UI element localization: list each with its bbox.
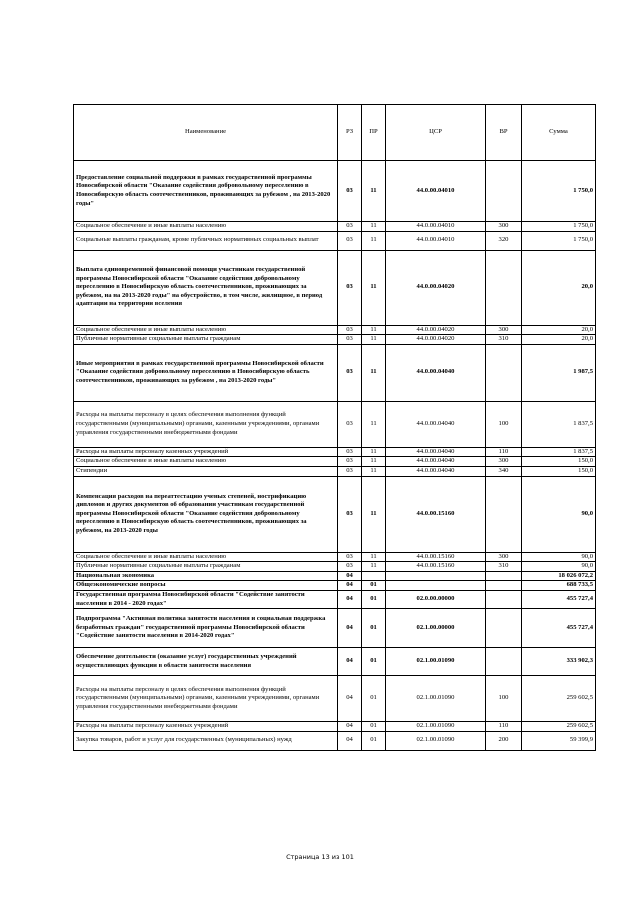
table-row — [74, 161, 596, 222]
cell-pr: 01 — [362, 581, 386, 591]
cell-name: Социальное обеспечение и иные выплаты населению — [74, 222, 338, 232]
cell-sum: 90,0 — [522, 562, 596, 572]
cell-rz: 03 — [338, 562, 362, 572]
cell-rz: 03 — [338, 161, 362, 222]
cell-name: Закупка товаров, работ и услуг для государственных (муниципальных) нужд — [74, 731, 338, 750]
cell-vr: 300 — [486, 457, 522, 467]
table-row — [74, 609, 596, 648]
cell-pr: 11 — [362, 161, 386, 222]
cell-name: Публичные нормативные социальные выплаты гражданам — [74, 562, 338, 572]
table-row — [74, 325, 596, 335]
table-row — [74, 571, 596, 581]
table-row — [74, 590, 596, 608]
table-row — [74, 676, 596, 722]
cell-sum: 1 750,0 — [522, 231, 596, 250]
table-row — [74, 722, 596, 732]
cell-csr: 02.1.00.01090 — [386, 648, 486, 676]
cell-name: Предоставление социальной поддержки в рамках государственной программы Новосибирской области "Оказание содействия добровольному переселению в Новосибирскую область соотечественников, проживающих за рубежом , на 2013-2020 годы" — [74, 161, 338, 222]
cell-name: Национальная экономика — [74, 571, 338, 581]
cell-rz: 04 — [338, 731, 362, 750]
cell-rz: 04 — [338, 571, 362, 581]
cell-pr: 11 — [362, 250, 386, 325]
cell-name: Социальное обеспечение и иные выплаты населению — [74, 552, 338, 562]
cell-name: Социальное обеспечение и иные выплаты населению — [74, 457, 338, 467]
cell-rz: 03 — [338, 476, 362, 552]
cell-sum: 90,0 — [522, 552, 596, 562]
table-row — [74, 250, 596, 325]
cell-name: Общеэкономические вопросы — [74, 581, 338, 591]
cell-vr: 300 — [486, 222, 522, 232]
cell-sum: 90,0 — [522, 476, 596, 552]
cell-name: Социальное обеспечение и иные выплаты населению — [74, 325, 338, 335]
cell-pr: 11 — [362, 222, 386, 232]
cell-csr: 44.0.00.04010 — [386, 231, 486, 250]
cell-csr: 44.0.00.04040 — [386, 466, 486, 476]
header-csr: ЦСР — [386, 105, 486, 161]
table-row — [74, 401, 596, 447]
cell-vr: 340 — [486, 466, 522, 476]
cell-pr: 01 — [362, 648, 386, 676]
header-pr: ПР — [362, 105, 386, 161]
cell-csr: 02.0.00.00000 — [386, 590, 486, 608]
cell-sum: 1 750,0 — [522, 161, 596, 222]
cell-rz: 03 — [338, 344, 362, 401]
cell-vr: 320 — [486, 231, 522, 250]
table-row — [74, 335, 596, 345]
cell-sum: 455 727,4 — [522, 590, 596, 608]
table-row — [74, 731, 596, 750]
cell-rz: 03 — [338, 466, 362, 476]
cell-vr — [486, 581, 522, 591]
cell-sum: 20,0 — [522, 335, 596, 345]
cell-pr: 01 — [362, 722, 386, 732]
cell-sum: 20,0 — [522, 250, 596, 325]
cell-name: Государственная программа Новосибирской области "Содействие занятости населения в 2014 - 2020 годах" — [74, 590, 338, 608]
cell-rz: 03 — [338, 325, 362, 335]
cell-name: Расходы на выплаты персоналу казенных учреждений — [74, 722, 338, 732]
cell-rz: 04 — [338, 609, 362, 648]
header-sum: Сумма — [522, 105, 596, 161]
cell-name: Компенсация расходов на переаттестацию ученых степеней, нострификацию дипломов и других документов об образовании участникам государственной программы Новосибирской области "Оказание содействия добровольному переселению в Новосибирскую область соотечественников, проживающих за рубежом, на 2013-2020 годы — [74, 476, 338, 552]
cell-sum: 688 733,5 — [522, 581, 596, 591]
cell-csr: 44.0.00.04040 — [386, 344, 486, 401]
cell-sum: 259 602,5 — [522, 722, 596, 732]
cell-csr: 44.0.00.15160 — [386, 476, 486, 552]
cell-csr: 44.0.00.04020 — [386, 250, 486, 325]
cell-pr: 11 — [362, 335, 386, 345]
table-row — [74, 344, 596, 401]
cell-sum: 333 902,3 — [522, 648, 596, 676]
cell-vr — [486, 344, 522, 401]
cell-vr — [486, 571, 522, 581]
table-body — [74, 161, 596, 751]
table-row — [74, 581, 596, 591]
cell-pr: 11 — [362, 447, 386, 457]
cell-rz: 04 — [338, 590, 362, 608]
table-row — [74, 457, 596, 467]
cell-sum: 150,0 — [522, 466, 596, 476]
budget-table — [73, 104, 596, 751]
cell-vr: 100 — [486, 676, 522, 722]
header-row — [74, 105, 596, 161]
cell-vr: 300 — [486, 325, 522, 335]
cell-name: Расходы на выплаты персоналу в целях обеспечения выполнения функций государственными (муниципальными) органами, казенными учреждениями, органами управления государственными внебюджетными фондами — [74, 401, 338, 447]
cell-pr: 01 — [362, 676, 386, 722]
cell-pr: 11 — [362, 325, 386, 335]
cell-name: Публичные нормативные социальные выплаты гражданам — [74, 335, 338, 345]
table-row — [74, 447, 596, 457]
cell-pr: 11 — [362, 231, 386, 250]
cell-rz: 03 — [338, 447, 362, 457]
cell-vr: 200 — [486, 731, 522, 750]
cell-pr: 01 — [362, 590, 386, 608]
cell-vr — [486, 250, 522, 325]
table-row — [74, 562, 596, 572]
cell-csr: 44.0.00.04010 — [386, 222, 486, 232]
cell-sum: 455 727,4 — [522, 609, 596, 648]
cell-csr: 44.0.00.04040 — [386, 447, 486, 457]
cell-rz: 03 — [338, 401, 362, 447]
cell-vr: 310 — [486, 335, 522, 345]
cell-csr — [386, 581, 486, 591]
cell-sum: 18 026 072,2 — [522, 571, 596, 581]
table-row — [74, 466, 596, 476]
cell-csr: 02.1.00.01090 — [386, 731, 486, 750]
cell-csr: 44.0.00.04020 — [386, 335, 486, 345]
cell-csr: 02.1.00.00000 — [386, 609, 486, 648]
cell-name: Обеспечение деятельности (оказание услуг) государственных учреждений осуществляющих функции в области занятости населения — [74, 648, 338, 676]
page-number: Страница 13 из 101 — [286, 853, 354, 861]
cell-csr: 44.0.00.04040 — [386, 457, 486, 467]
cell-rz: 04 — [338, 581, 362, 591]
cell-csr: 44.0.00.15160 — [386, 552, 486, 562]
cell-vr: 110 — [486, 722, 522, 732]
cell-rz: 03 — [338, 335, 362, 345]
cell-pr: 11 — [362, 344, 386, 401]
cell-pr: 11 — [362, 562, 386, 572]
cell-csr — [386, 571, 486, 581]
cell-pr: 11 — [362, 552, 386, 562]
cell-vr: 110 — [486, 447, 522, 457]
cell-rz: 03 — [338, 231, 362, 250]
cell-vr — [486, 161, 522, 222]
table-row — [74, 231, 596, 250]
cell-name: Выплата единовременной финансовой помощи участникам государственной программы Новосибирской области "Оказание содействия добровольному переселению в Новосибирскую область соотечественников, проживающих за рубежом, на на 2013-2020 годы" на обустройство, в том числе, жилищное, в период адаптации на территории вселения — [74, 250, 338, 325]
cell-vr — [486, 590, 522, 608]
cell-vr: 310 — [486, 562, 522, 572]
cell-pr — [362, 571, 386, 581]
cell-rz: 03 — [338, 222, 362, 232]
cell-vr — [486, 648, 522, 676]
cell-rz: 04 — [338, 648, 362, 676]
cell-pr: 01 — [362, 609, 386, 648]
cell-sum: 259 602,5 — [522, 676, 596, 722]
cell-vr — [486, 609, 522, 648]
table-row — [74, 222, 596, 232]
cell-vr — [486, 476, 522, 552]
cell-rz: 04 — [338, 722, 362, 732]
cell-name: Расходы на выплаты персоналу в целях обеспечения выполнения функций государственными (муниципальными) органами, казенными учреждениями, органами управления государственными внебюджетными фондами — [74, 676, 338, 722]
cell-csr: 44.0.00.15160 — [386, 562, 486, 572]
cell-name: Стипендии — [74, 466, 338, 476]
cell-pr: 11 — [362, 466, 386, 476]
header-vr: ВР — [486, 105, 522, 161]
cell-csr: 44.0.00.04020 — [386, 325, 486, 335]
cell-sum: 59 399,9 — [522, 731, 596, 750]
cell-sum: 20,0 — [522, 325, 596, 335]
table-row — [74, 648, 596, 676]
cell-name: Подпрограмма "Активная политика занятости населения и социальная поддержка безработных граждан" государственной программы Новосибирской области "Содействие занятости населения в 2014-2020 годах" — [74, 609, 338, 648]
cell-vr: 100 — [486, 401, 522, 447]
cell-pr: 11 — [362, 457, 386, 467]
header-rz: РЗ — [338, 105, 362, 161]
cell-sum: 1 837,5 — [522, 447, 596, 457]
cell-csr: 44.0.00.04010 — [386, 161, 486, 222]
cell-name: Социальные выплаты гражданам, кроме публичных нормативных социальных выплат — [74, 231, 338, 250]
cell-sum: 1 987,5 — [522, 344, 596, 401]
cell-pr: 11 — [362, 476, 386, 552]
cell-csr: 44.0.00.04040 — [386, 401, 486, 447]
cell-pr: 11 — [362, 401, 386, 447]
cell-rz: 03 — [338, 552, 362, 562]
cell-rz: 03 — [338, 457, 362, 467]
cell-name: Расходы на выплаты персоналу казенных учреждений — [74, 447, 338, 457]
table-row — [74, 552, 596, 562]
cell-vr: 300 — [486, 552, 522, 562]
cell-csr: 02.1.00.01090 — [386, 676, 486, 722]
cell-rz: 04 — [338, 676, 362, 722]
cell-sum: 150,0 — [522, 457, 596, 467]
cell-pr: 01 — [362, 731, 386, 750]
cell-csr: 02.1.00.01090 — [386, 722, 486, 732]
cell-name: Иные мероприятия в рамках государственной программы Новосибирской области "Оказание содействия добровольному переселению в Новосибирскую область соотечественников, проживающих за рубежом , на 2013-2020 годы" — [74, 344, 338, 401]
table-row — [74, 476, 596, 552]
cell-rz: 03 — [338, 250, 362, 325]
header-name: Наименование — [74, 105, 338, 161]
cell-sum: 1 837,5 — [522, 401, 596, 447]
cell-sum: 1 750,0 — [522, 222, 596, 232]
